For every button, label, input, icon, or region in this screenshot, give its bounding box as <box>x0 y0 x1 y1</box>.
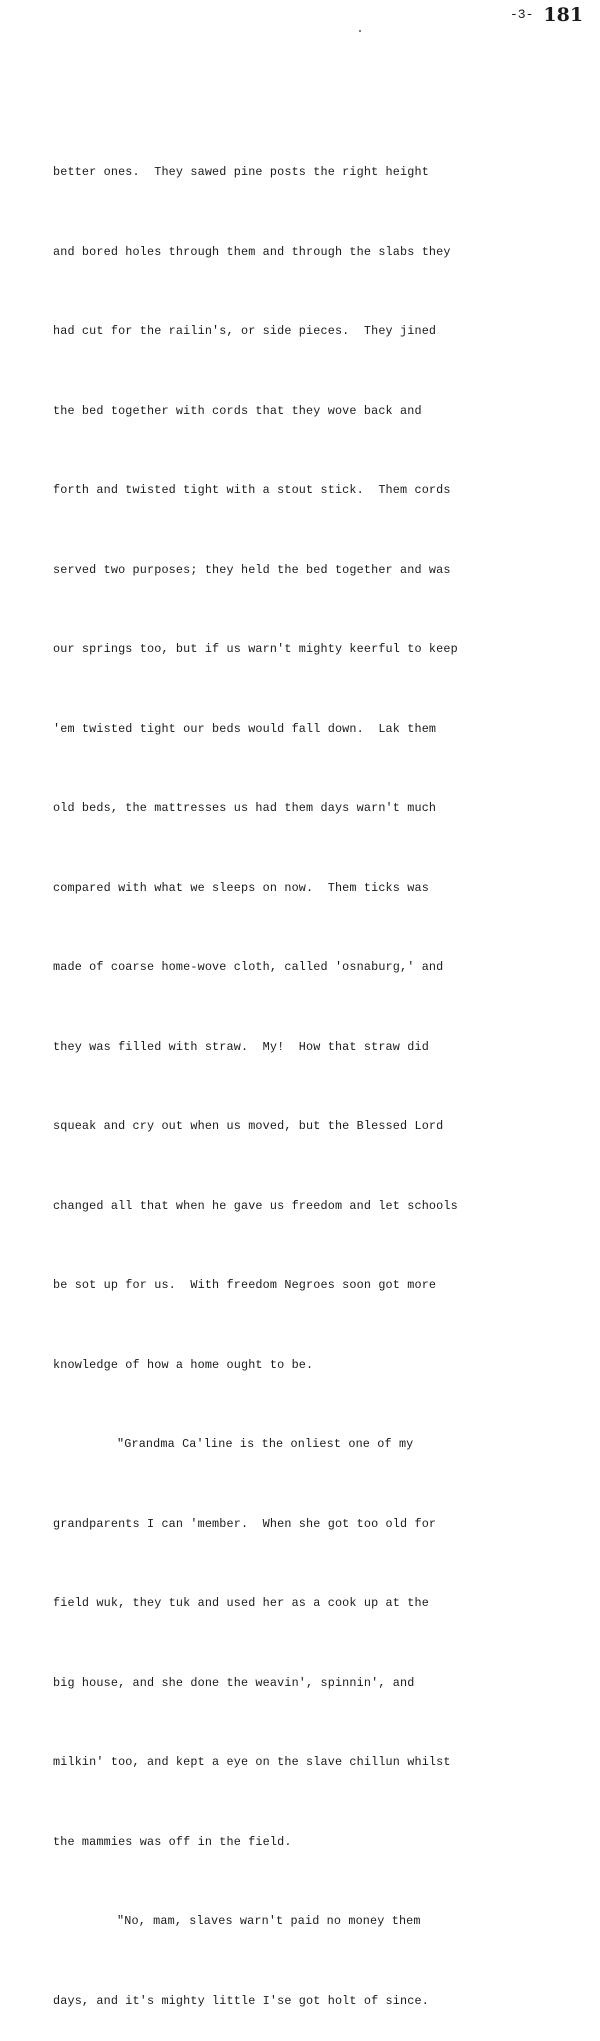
paragraph-start-line: "Grandma Ca'line is the onliest one of my <box>117 1437 414 1451</box>
text-line: better ones. They sawed pine posts the right height <box>53 165 429 179</box>
text-line: forth and twisted tight with a stout stick. Them cords <box>53 483 451 497</box>
text-line: had cut for the railin's, or side pieces. They jined <box>53 324 437 338</box>
text-line: served two purposes; they held the bed together and was <box>53 562 451 577</box>
text-line: days, and it's mighty little I'se got holt of since. <box>53 1993 429 2008</box>
page-number-sub: -3- <box>510 7 534 22</box>
text-line: milkin' too, and kept a eye on the slave chillun whilst <box>53 1755 451 1769</box>
document-body <box>53 106 553 2041</box>
text-line: knowledge of how a home ought to be. <box>53 1357 314 1372</box>
text-line: changed all that when he gave us freedom and let schools <box>53 1198 458 1213</box>
text-line: they was filled with straw. My! How that straw did <box>53 1039 429 1054</box>
text-line: grandparents I can 'member. When she got too old for <box>53 1516 437 1531</box>
paragraph-start-line: "No, mam, slaves warn't paid no money them <box>117 1914 421 1928</box>
text-line: compared with what we sleeps on now. Them ticks was <box>53 880 429 895</box>
text-line: the bed together with cords that they wove back and <box>53 403 422 418</box>
page-number <box>510 4 583 26</box>
text-line: and bored holes through them and through the slabs they <box>53 244 451 259</box>
text-line: field wuk, they tuk and used her as a cook up at the <box>53 1596 429 1610</box>
paper-speck <box>359 30 361 32</box>
text-line: big house, and she done the weavin', spinnin', and <box>53 1675 415 1690</box>
text-line: 'em twisted tight our beds would fall down. Lak them <box>53 721 437 736</box>
text-line: made of coarse home-wove cloth, called 'osnaburg,' and <box>53 960 444 974</box>
text-line: be sot up for us. With freedom Negroes soon got more <box>53 1278 437 1292</box>
text-line: our springs too, but if us warn't mighty keerful to keep <box>53 642 458 656</box>
text-line: squeak and cry out when us moved, but the Blessed Lord <box>53 1119 444 1133</box>
text-line: old beds, the mattresses us had them days warn't much <box>53 801 437 815</box>
text-line: the mammies was off in the field. <box>53 1834 292 1849</box>
page-number-main: 181 <box>543 4 584 26</box>
